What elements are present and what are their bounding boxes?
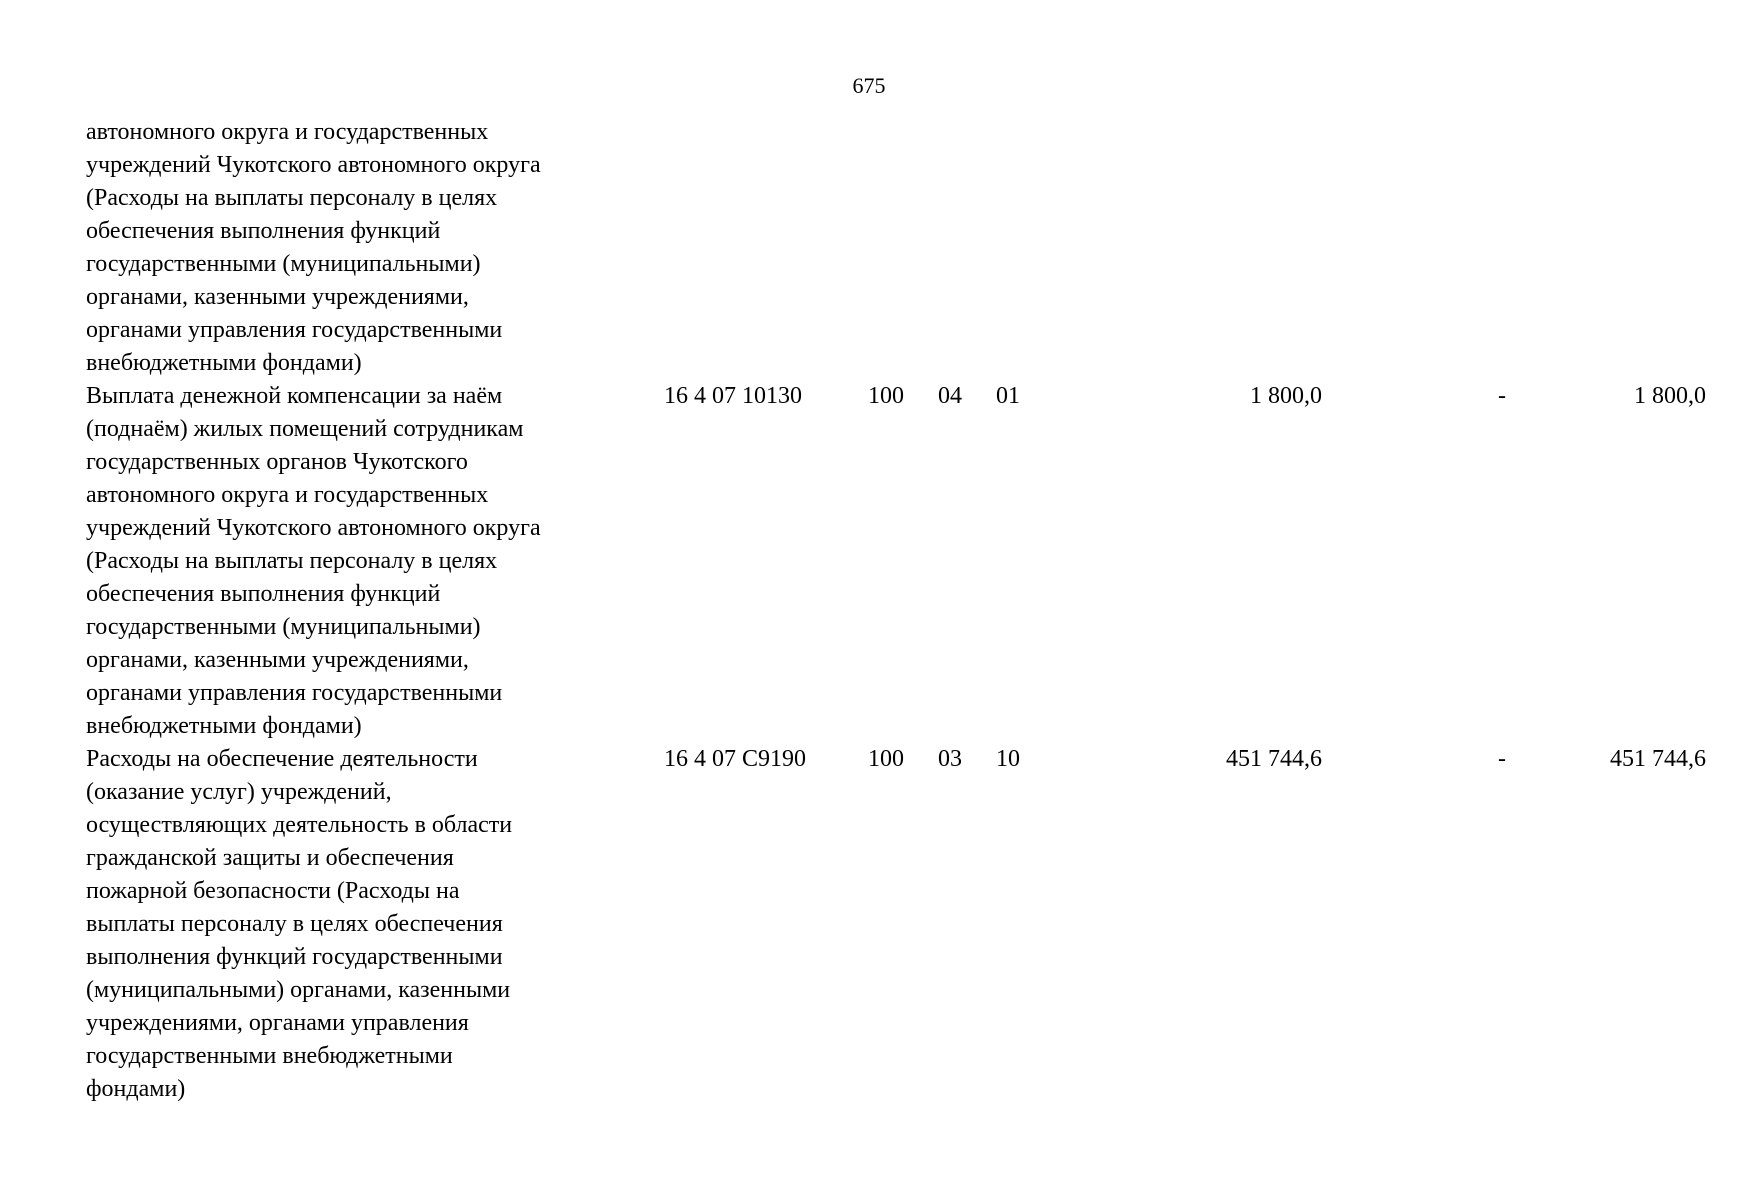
subsection-code: 01 bbox=[996, 383, 1020, 409]
table-row bbox=[86, 380, 1706, 743]
row-description bbox=[86, 116, 646, 380]
table-row bbox=[86, 116, 1646, 380]
description-line: (оказание услуг) учреждений, bbox=[86, 779, 392, 805]
description-line: государственных органов Чукотского bbox=[86, 449, 468, 475]
description-line: учреждений Чукотского автономного округа bbox=[86, 515, 541, 541]
description-line: обеспечения выполнения функций bbox=[86, 581, 441, 607]
section-code: 04 bbox=[938, 383, 962, 409]
expense-type-code: 100 bbox=[868, 383, 904, 409]
description-line: (муниципальными) органами, казенными bbox=[86, 977, 511, 1003]
row-description bbox=[86, 380, 646, 743]
description-line: органами управления государственными bbox=[86, 680, 503, 706]
description-line: (Расходы на выплаты персоналу в целях bbox=[86, 548, 498, 574]
description-line: Расходы на обеспечение деятельности bbox=[86, 746, 478, 772]
description-line: учреждений Чукотского автономного округа bbox=[86, 152, 541, 178]
row-description bbox=[86, 743, 646, 1106]
description-line: органами, казенными учреждениями, bbox=[86, 647, 469, 673]
program-code: 16 4 07 10130 bbox=[664, 383, 802, 409]
description-line: государственными (муниципальными) bbox=[86, 614, 481, 640]
amount-change: - bbox=[1498, 746, 1506, 772]
description-line: выплаты персоналу в целях обеспечения bbox=[86, 911, 503, 937]
amount-total: 451 744,6 bbox=[1610, 746, 1706, 772]
program-code: 16 4 07 С9190 bbox=[664, 746, 807, 772]
description-line: автономного округа и государственных bbox=[86, 482, 489, 508]
table-row bbox=[86, 743, 1706, 1106]
description-line: государственными внебюджетными bbox=[86, 1043, 453, 1069]
subsection-code: 10 bbox=[996, 746, 1020, 772]
section-code: 03 bbox=[938, 746, 962, 772]
description-line: внебюджетными фондами) bbox=[86, 713, 362, 739]
description-line: органами, казенными учреждениями, bbox=[86, 284, 469, 310]
amount: 451 744,6 bbox=[1226, 746, 1322, 772]
description-line: внебюджетными фондами) bbox=[86, 350, 362, 376]
description-line: гражданской защиты и обеспечения bbox=[86, 845, 454, 871]
amount-change: - bbox=[1498, 383, 1506, 409]
description-line: государственными (муниципальными) bbox=[86, 251, 481, 277]
description-line: учреждениями, органами управления bbox=[86, 1010, 469, 1036]
description-line: выполнения функций государственными bbox=[86, 944, 503, 970]
budget-table bbox=[86, 116, 1706, 1106]
page-number: 675 bbox=[852, 73, 886, 98]
description-line: обеспечения выполнения функций bbox=[86, 218, 441, 244]
description-line: фондами) bbox=[86, 1076, 186, 1102]
description-line: (поднаём) жилых помещений сотрудникам bbox=[86, 416, 524, 442]
description-line: автономного округа и государственных bbox=[86, 119, 489, 145]
description-line: (Расходы на выплаты персоналу в целях bbox=[86, 185, 498, 211]
amount: 1 800,0 bbox=[1250, 383, 1322, 409]
amount-total: 1 800,0 bbox=[1634, 383, 1706, 409]
description-line: Выплата денежной компенсации за наём bbox=[86, 383, 503, 409]
description-line: органами управления государственными bbox=[86, 317, 503, 343]
description-line: осуществляющих деятельность в области bbox=[86, 812, 513, 838]
expense-type-code: 100 bbox=[868, 746, 904, 772]
description-line: пожарной безопасности (Расходы на bbox=[86, 878, 460, 904]
